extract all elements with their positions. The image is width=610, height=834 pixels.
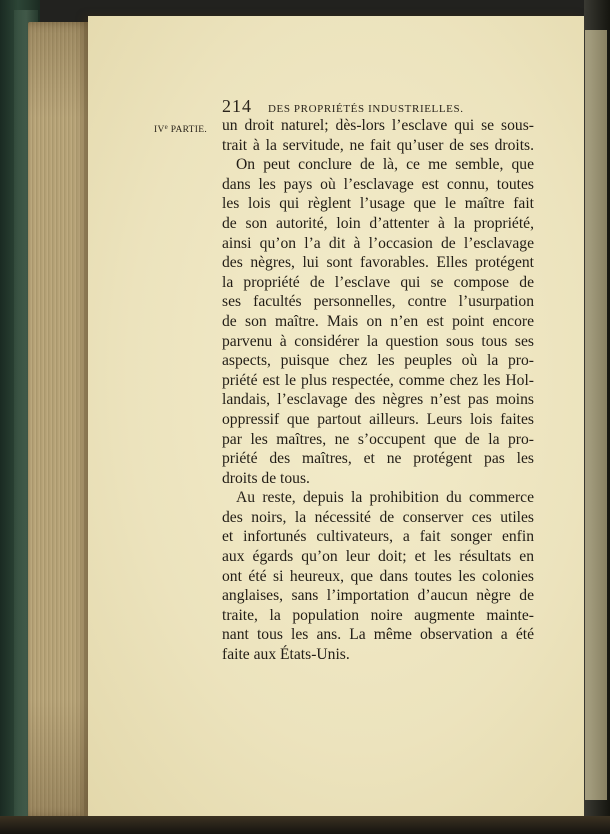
text-line: ses facultés personnelles, contre l’usurpation <box>222 293 534 311</box>
page-number: 214 <box>222 96 252 116</box>
text-line: On peut conclure de là, ce me semble, que <box>236 156 534 174</box>
text-line: de son maître. Mais on n’en est point encore <box>222 312 534 330</box>
text-line: parvenu à considérer la question sous tous ses <box>222 332 534 350</box>
body-text <box>222 116 534 665</box>
text-line: faite aux États-Unis. <box>222 646 350 664</box>
text-line: trait à la servitude, ne fait qu’user de ses droits. <box>222 136 534 154</box>
bottom-shadow <box>0 816 610 834</box>
running-header <box>222 96 536 117</box>
text-line: Au reste, depuis la prohibition du commerce <box>236 489 534 507</box>
text-line: priété est le plus respectée, comme chez les Hol- <box>222 371 534 389</box>
text-line: ont été si heureux, que dans toutes les colonies <box>222 567 534 585</box>
margin-note-roman: IV <box>154 125 165 135</box>
margin-note-part <box>154 123 207 135</box>
text-line: dans les pays où l’esclavage est connu, toutes <box>222 175 534 193</box>
text-line: aspects, puisque chez les peuples où la pro- <box>222 352 534 370</box>
text-line: anglaises, sans l’importation d’aucun nègre de <box>222 587 534 605</box>
margin-note-sup: e <box>164 123 169 131</box>
text-line: des nègres, lui sont favorables. Elles protégent <box>222 254 534 272</box>
text-line: des noirs, la nécessité de conserver ces utiles <box>222 508 534 526</box>
text-line: oppressif que partout ailleurs. Leurs lois faites <box>222 410 534 428</box>
margin-note-label: PARTIE. <box>170 125 208 135</box>
facing-page-edge <box>585 30 607 800</box>
text-line: aux égards qu’on leur doit; et les résultats en <box>222 548 534 566</box>
text-line: traite, la population noire augmente mainte- <box>222 606 534 624</box>
text-line: droits de tous. <box>222 469 310 487</box>
running-title: DES PROPRIÉTÉS INDUSTRIELLES. <box>268 103 464 115</box>
text-line: priété des maîtres, et ne protégent pas les <box>222 450 534 468</box>
text-line: par les maîtres, ne s’occupent que de la pro- <box>222 430 534 448</box>
text-line: nant tous les ans. La même observation a été <box>222 626 534 644</box>
text-line: de son autorité, loin d’attenter à la propriété, <box>222 214 534 232</box>
text-line: les lois qui règlent l’usage que le maître fait <box>222 195 534 213</box>
text-line: landais, l’esclavage des nègres n’est pas moins <box>222 391 534 409</box>
text-line: ainsi qu’on l’a dit à l’occasion de l’esclavage <box>222 234 534 252</box>
text-line: la propriété de l’esclave qui se compose de <box>222 273 534 291</box>
text-line: et infortunés cultivateurs, a fait songer enfin <box>222 528 534 546</box>
text-line: un droit naturel; dès-lors l’esclave qui se sous- <box>222 117 534 134</box>
page-stack-edges <box>28 22 94 818</box>
